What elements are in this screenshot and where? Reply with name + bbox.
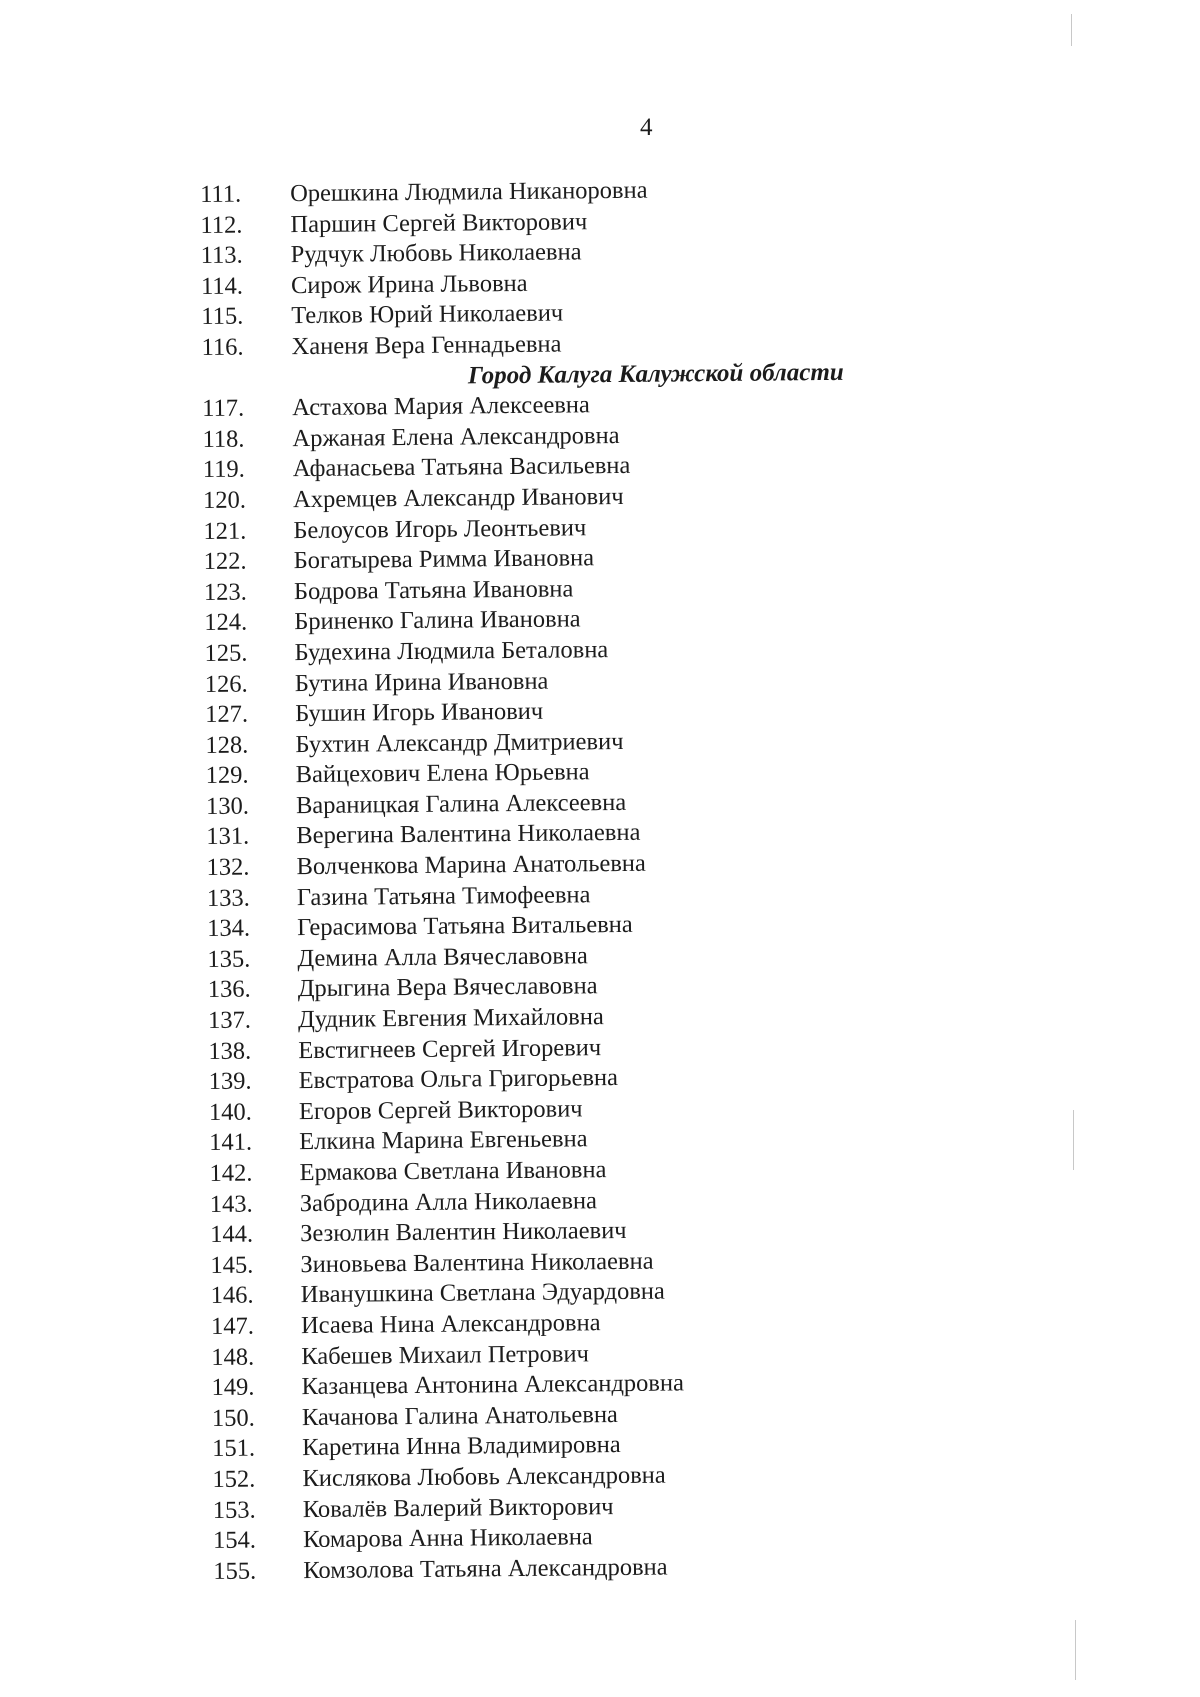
item-name: Исаева Нина Александровна <box>300 1309 601 1340</box>
item-name: Бухтин Александр Дмитриевич <box>295 727 624 758</box>
item-number: 152. <box>212 1465 256 1493</box>
item-number: 143. <box>209 1190 253 1218</box>
item-number: 154. <box>212 1526 257 1555</box>
item-number: 117. <box>202 394 245 423</box>
item-name: Белоусов Игорь Леонтьевич <box>293 513 587 544</box>
item-name: Вараницкая Галина Алексеевна <box>295 788 627 819</box>
item-name: Сирож Ирина Львовна <box>290 269 528 299</box>
item-number: 121. <box>203 517 247 545</box>
item-name: Бодрова Татьяна Ивановна <box>293 575 574 605</box>
name-list <box>0 170 1200 1589</box>
item-name: Комзолова Татьяна Александровна <box>303 1553 668 1584</box>
item-number: 145. <box>210 1251 254 1279</box>
item-number: 144. <box>209 1220 254 1249</box>
item-name: Егоров Сергей Викторович <box>298 1095 583 1125</box>
item-number: 124. <box>204 608 248 637</box>
item-name: Елкина Марина Евгеньевна <box>299 1125 588 1156</box>
item-name: Качанова Галина Анатольевна <box>301 1400 618 1431</box>
item-name: Ахремцев Александр Иванович <box>292 482 624 514</box>
item-name: Казанцева Антонина Александровна <box>301 1369 685 1401</box>
item-number: 137. <box>207 1006 252 1034</box>
item-name: Верегина Валентина Николаевна <box>296 819 641 850</box>
item-name: Демина Алла Вячеславовна <box>297 942 588 972</box>
item-name: Вайцехович Елена Юрьевна <box>295 758 590 789</box>
item-number: 151. <box>212 1434 256 1463</box>
item-name: Каретина Инна Владимировна <box>302 1431 621 1462</box>
item-number: 130. <box>205 792 250 820</box>
item-name: Бутина Ирина Ивановна <box>294 667 549 697</box>
item-name: Иванушкина Светлана Эдуардовна <box>300 1277 665 1309</box>
item-number: 127. <box>205 700 249 729</box>
item-number: 118. <box>202 425 245 453</box>
item-name: Ковалёв Валерий Викторович <box>302 1492 614 1523</box>
item-number: 129. <box>205 761 249 790</box>
item-name: Зезюлин Валентин Николаевич <box>299 1217 627 1248</box>
item-name: Герасимова Татьяна Витальевна <box>297 911 633 942</box>
item-number: 140. <box>208 1098 252 1126</box>
item-number: 147. <box>210 1312 255 1340</box>
item-number: 131. <box>206 823 250 851</box>
item-number: 155. <box>213 1557 257 1585</box>
item-number: 125. <box>204 639 248 667</box>
item-number: 150. <box>211 1404 255 1432</box>
item-name: Будехина Людмила Беталовна <box>294 636 609 667</box>
item-name: Евстратова Ольга Григорьевна <box>298 1064 619 1095</box>
item-name: Ермакова Светлана Ивановна <box>299 1156 607 1187</box>
item-number: 115. <box>201 302 244 331</box>
item-name: Бушин Игорь Иванович <box>294 697 544 728</box>
item-number: 122. <box>203 547 247 576</box>
item-name: Зиновьева Валентина Николаевна <box>300 1247 654 1278</box>
item-name: Евстигнеев Сергей Игоревич <box>298 1033 602 1064</box>
item-name: Богатырева Римма Ивановна <box>293 544 595 575</box>
page-number: 4 <box>640 114 653 141</box>
item-number: 139. <box>208 1067 252 1096</box>
item-name: Ханеня Вера Геннадьевна <box>291 330 562 361</box>
item-name: Дудник Евгения Михайловна <box>297 1003 604 1034</box>
item-number: 142. <box>209 1159 253 1187</box>
scan-artifact-line <box>1075 1620 1076 1680</box>
item-name: Кислякова Любовь Александровна <box>302 1461 666 1493</box>
item-name: Паршин Сергей Викторович <box>290 207 588 238</box>
list-group <box>2 385 1200 1590</box>
item-number: 138. <box>208 1037 252 1065</box>
item-number: 126. <box>204 670 248 698</box>
item-number: 132. <box>206 853 250 882</box>
item-number: 119. <box>202 455 245 484</box>
item-number: 148. <box>211 1343 255 1371</box>
item-number: 141. <box>209 1128 253 1157</box>
item-number: 116. <box>201 333 244 361</box>
item-name: Рудчук Любовь Николаевна <box>290 238 582 269</box>
item-number: 112. <box>200 211 243 239</box>
item-name: Орешкина Людмила Никаноровна <box>290 176 648 208</box>
item-name: Кабешев Михаил Петрович <box>301 1339 589 1370</box>
item-number: 123. <box>203 578 247 606</box>
item-name: Газина Татьяна Тимофеевна <box>296 880 591 911</box>
item-number: 153. <box>212 1496 256 1524</box>
item-number: 114. <box>200 272 244 300</box>
item-name: Дрыгина Вера Вячеславовна <box>297 972 598 1003</box>
item-name: Телков Юрий Николаевич <box>291 299 564 330</box>
item-number: 128. <box>205 731 249 759</box>
item-number: 135. <box>207 945 251 973</box>
item-number: 113. <box>200 241 243 270</box>
item-name: Забродина Алла Николаевна <box>299 1186 598 1217</box>
item-number: 133. <box>206 884 250 912</box>
item-number: 111. <box>200 180 242 208</box>
list-group <box>0 170 1200 365</box>
item-name: Комарова Анна Николаевна <box>302 1523 593 1554</box>
item-name: Бриненко Галина Ивановна <box>294 605 581 636</box>
item-number: 134. <box>207 914 251 943</box>
section-heading: Город Калуга Калужской области <box>467 358 844 389</box>
item-number: 149. <box>211 1373 255 1402</box>
item-name: Астахова Мария Алексеевна <box>292 391 590 422</box>
scan-artifact-line <box>1073 1110 1074 1170</box>
item-number: 146. <box>210 1281 254 1310</box>
item-number: 136. <box>207 975 251 1004</box>
scan-artifact-line <box>1071 14 1072 46</box>
item-name: Аржаная Елена Александровна <box>292 421 620 452</box>
item-number: 120. <box>202 486 247 514</box>
item-name: Волченкова Марина Анатольевна <box>296 849 646 881</box>
item-name: Афанасьева Татьяна Васильевна <box>292 452 631 483</box>
